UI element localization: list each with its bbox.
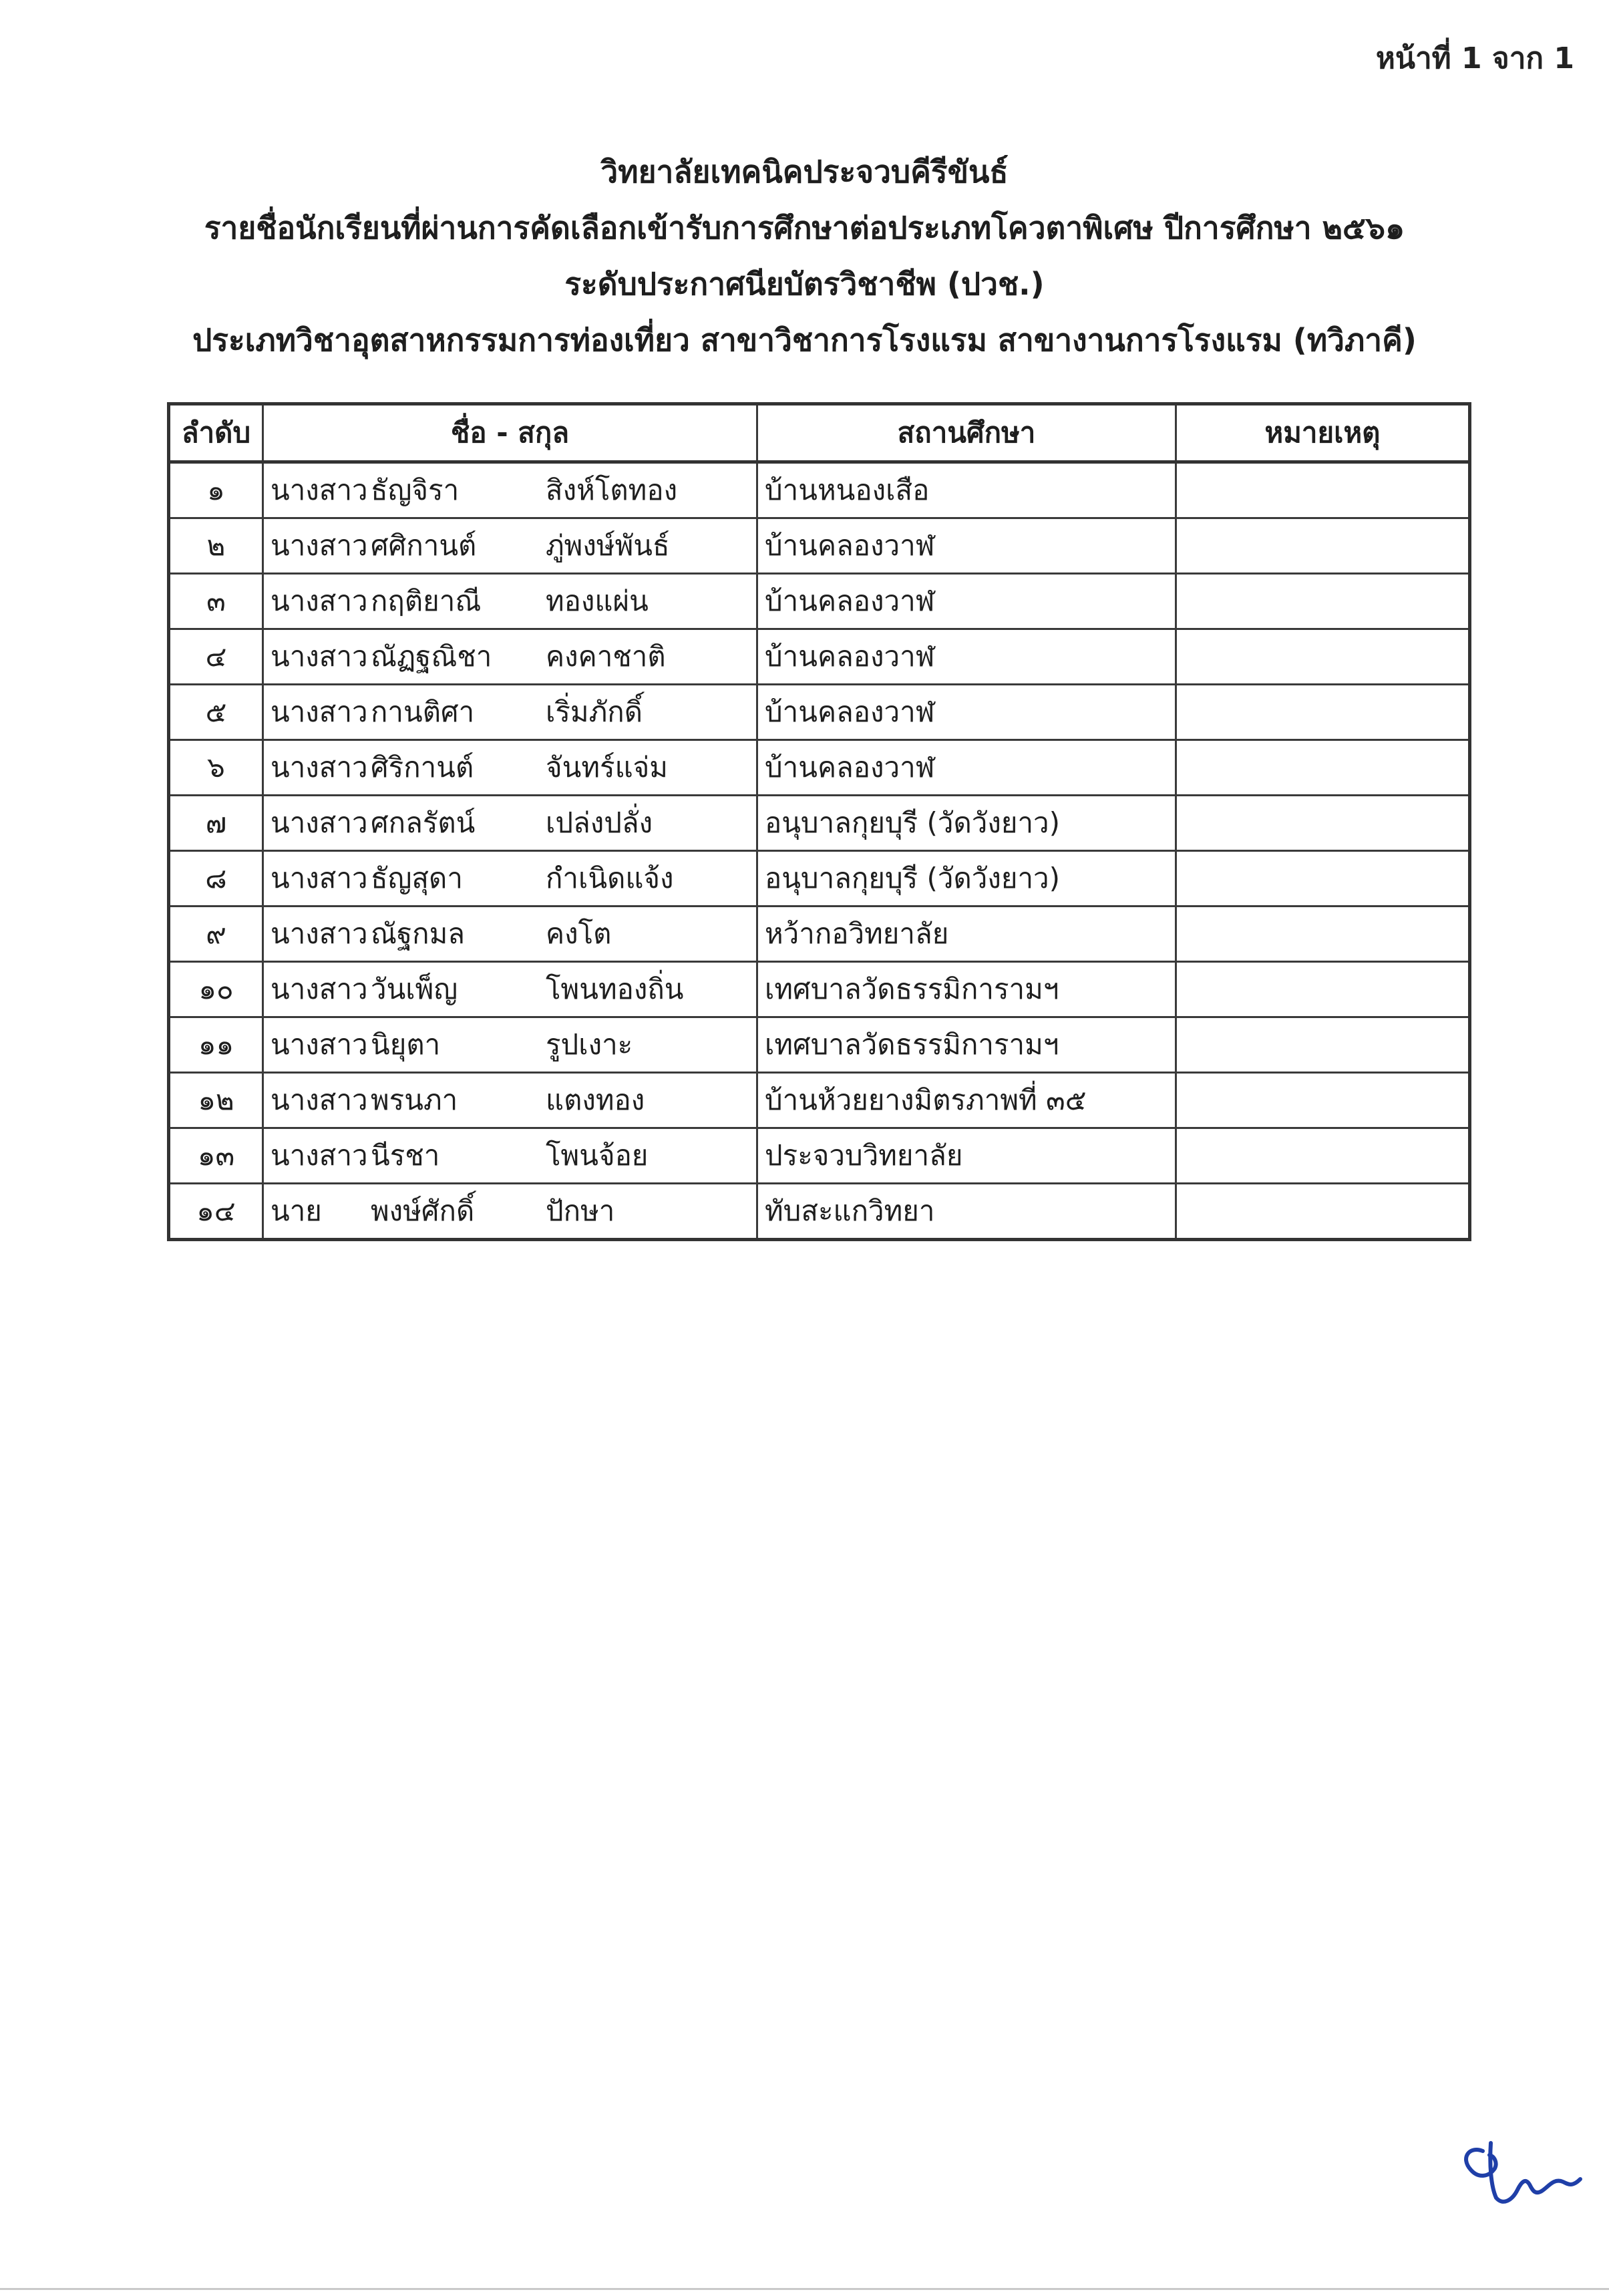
table-row <box>169 574 1470 629</box>
name-title: นางสาว <box>271 695 368 728</box>
student-name <box>263 796 757 851</box>
last-name: โพนจ้อย <box>546 1139 649 1172</box>
note-cell <box>1176 1073 1470 1128</box>
student-name <box>263 962 757 1017</box>
school-name: หว้ากอวิทยาลัย <box>757 907 1176 962</box>
first-name: ศศิกานต์ <box>371 529 477 562</box>
student-name <box>263 1184 757 1240</box>
name-title: นางสาว <box>271 1084 368 1116</box>
document-header <box>0 144 1609 368</box>
student-name <box>263 1128 757 1184</box>
note-cell <box>1176 518 1470 574</box>
last-name: โพนทองถิ่น <box>546 973 684 1005</box>
first-name: นีรชา <box>371 1139 440 1172</box>
table-row <box>169 851 1470 907</box>
first-name: วันเพ็ญ <box>371 973 458 1005</box>
table-row <box>169 1017 1470 1073</box>
first-name: ศิริกานต์ <box>371 751 474 784</box>
school-name: เทศบาลวัดธรรมิการามฯ <box>757 1017 1176 1073</box>
header-row <box>169 404 1470 462</box>
table-row <box>169 907 1470 962</box>
student-name <box>263 462 757 518</box>
last-name: คงโต <box>546 917 612 950</box>
row-number: ๑๒ <box>169 1073 263 1128</box>
first-name: พงษ์ศักดิ์ <box>371 1194 475 1227</box>
table-row <box>169 629 1470 685</box>
first-name: กฤติยาณี <box>371 585 482 617</box>
last-name: สิงห์โตทอง <box>546 474 678 506</box>
school-name: บ้านคลองวาฬ <box>757 740 1176 796</box>
note-cell <box>1176 1017 1470 1073</box>
note-cell <box>1176 574 1470 629</box>
table-row <box>169 740 1470 796</box>
row-number: ๕ <box>169 685 263 740</box>
student-name <box>263 740 757 796</box>
row-number: ๔ <box>169 629 263 685</box>
column-header-name: ชื่อ - สกุล <box>263 404 757 462</box>
first-name: กานติศา <box>371 695 475 728</box>
row-number: ๓ <box>169 574 263 629</box>
note-cell <box>1176 962 1470 1017</box>
row-number: ๗ <box>169 796 263 851</box>
signature-icon <box>1456 2131 1590 2211</box>
row-number: ๑๓ <box>169 1128 263 1184</box>
first-name: ธัญสุดา <box>371 862 463 894</box>
column-header-no: ลำดับ <box>169 404 263 462</box>
student-name <box>263 1073 757 1128</box>
school-name: บ้านห้วยยางมิตรภาพที่ ๓๕ <box>757 1073 1176 1128</box>
table-header <box>169 404 1470 462</box>
table-row <box>169 518 1470 574</box>
program-title: ประเภทวิชาอุตสาหกรรมการท่องเที่ยว สาขาวิชาการโรงแรม สาขางานการโรงแรม (ทวิภาคี) <box>192 322 1417 358</box>
school-name: อนุบาลกุยบุรี (วัดวังยาว) <box>757 796 1176 851</box>
institution-title: วิทยาลัยเทคนิคประจวบคีรีขันธ์ <box>600 154 1009 190</box>
announcement-title: รายชื่อนักเรียนที่ผ่านการคัดเลือกเข้ารับการศึกษาต่อประเภทโควตาพิเศษ ปีการศึกษา ๒๕๖๑ <box>204 210 1405 246</box>
name-title: นางสาว <box>271 751 368 784</box>
school-name: ทับสะแกวิทยา <box>757 1184 1176 1240</box>
name-title: นางสาว <box>271 806 368 839</box>
table-row <box>169 796 1470 851</box>
column-header-school: สถานศึกษา <box>757 404 1176 462</box>
note-cell <box>1176 685 1470 740</box>
student-table <box>167 402 1471 1241</box>
last-name: รูปเงาะ <box>546 1028 633 1061</box>
student-name <box>263 574 757 629</box>
name-title: นางสาว <box>271 585 368 617</box>
first-name: ศกลรัตน์ <box>371 806 476 839</box>
name-title: นางสาว <box>271 917 368 950</box>
note-cell <box>1176 1184 1470 1240</box>
note-cell <box>1176 462 1470 518</box>
school-name: บ้านหนองเสือ <box>757 462 1176 518</box>
column-header-note: หมายเหตุ <box>1176 404 1470 462</box>
note-cell <box>1176 907 1470 962</box>
bottom-rule <box>0 2288 1609 2290</box>
first-name: นิยุตา <box>371 1028 441 1061</box>
table-row <box>169 1073 1470 1128</box>
last-name: แตงทอง <box>546 1084 645 1116</box>
name-title: นางสาว <box>271 1139 368 1172</box>
note-cell <box>1176 629 1470 685</box>
last-name: ปักษา <box>546 1194 615 1227</box>
table-row <box>169 685 1470 740</box>
name-title: นางสาว <box>271 529 368 562</box>
school-name: บ้านคลองวาฬ <box>757 574 1176 629</box>
table-row <box>169 962 1470 1017</box>
name-title: นาย <box>271 1194 322 1227</box>
last-name: เปล่งปลั่ง <box>546 806 653 839</box>
last-name: ภู่พงษ์พันธ์ <box>546 529 670 562</box>
last-name: คงคาชาติ <box>546 640 666 673</box>
row-number: ๙ <box>169 907 263 962</box>
last-name: จันทร์แจ่ม <box>546 751 668 784</box>
name-title: นางสาว <box>271 862 368 894</box>
name-title: นางสาว <box>271 973 368 1005</box>
row-number: ๑ <box>169 462 263 518</box>
name-title: นางสาว <box>271 1028 368 1061</box>
student-name <box>263 1017 757 1073</box>
note-cell <box>1176 740 1470 796</box>
first-name: ณัฐกมล <box>371 917 465 950</box>
student-name <box>263 851 757 907</box>
first-name: ณัฏฐณิชา <box>371 640 492 673</box>
row-number: ๒ <box>169 518 263 574</box>
school-name: บ้านคลองวาฬ <box>757 629 1176 685</box>
table-row <box>169 462 1470 518</box>
school-name: บ้านคลองวาฬ <box>757 518 1176 574</box>
school-name: เทศบาลวัดธรรมิการามฯ <box>757 962 1176 1017</box>
last-name: เริ่มภักดิ์ <box>546 695 643 728</box>
row-number: ๑๑ <box>169 1017 263 1073</box>
student-name <box>263 518 757 574</box>
name-title: นางสาว <box>271 474 368 506</box>
table-row <box>169 1184 1470 1240</box>
note-cell <box>1176 796 1470 851</box>
school-name: บ้านคลองวาฬ <box>757 685 1176 740</box>
note-cell <box>1176 851 1470 907</box>
school-name: ประจวบวิทยาลัย <box>757 1128 1176 1184</box>
row-number: ๘ <box>169 851 263 907</box>
row-number: ๑๔ <box>169 1184 263 1240</box>
student-name <box>263 685 757 740</box>
last-name: ทองแผ่น <box>546 585 649 617</box>
name-title: นางสาว <box>271 640 368 673</box>
row-number: ๑๐ <box>169 962 263 1017</box>
first-name: พรนภา <box>371 1084 458 1116</box>
table-body <box>169 462 1470 1240</box>
level-title: ระดับประกาศนียบัตรวิชาชีพ (ปวช.) <box>564 266 1045 302</box>
student-name <box>263 629 757 685</box>
school-name: อนุบาลกุยบุรี (วัดวังยาว) <box>757 851 1176 907</box>
note-cell <box>1176 1128 1470 1184</box>
table-row <box>169 1128 1470 1184</box>
last-name: กำเนิดแจ้ง <box>546 862 674 894</box>
row-number: ๖ <box>169 740 263 796</box>
page-number: หน้าที่ 1 จาก 1 <box>1375 41 1574 75</box>
first-name: ธัญจิรา <box>371 474 460 506</box>
student-name <box>263 907 757 962</box>
